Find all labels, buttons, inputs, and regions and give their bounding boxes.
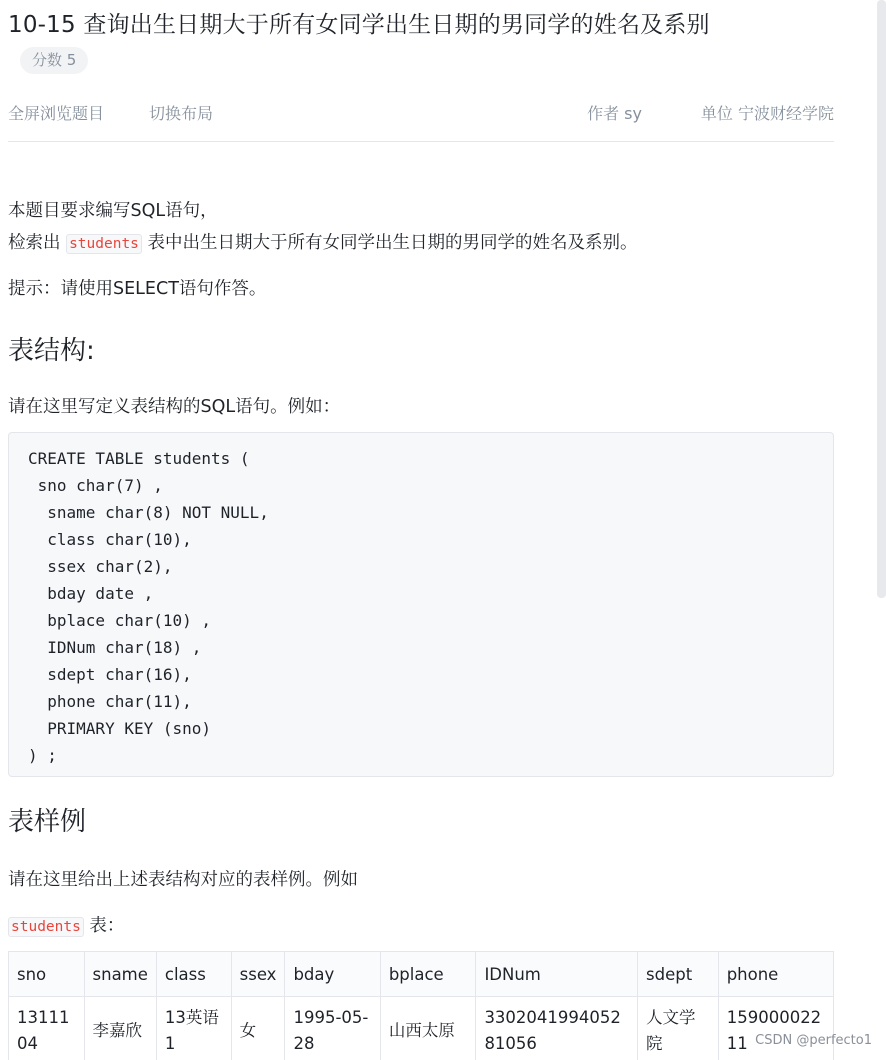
- hint-text: 提示：请使用SELECT语句作答。: [8, 279, 267, 299]
- code-line: sno char(7) ,: [28, 476, 163, 495]
- sample-heading: 表样例: [8, 807, 87, 837]
- sample-table-wrapper: [8, 951, 834, 1060]
- column-header-sdept: sdept: [638, 952, 719, 997]
- column-header-bplace: bplace: [380, 952, 476, 997]
- column-header-sname: sname: [84, 952, 156, 997]
- switch-layout-button[interactable]: 切换布局: [149, 104, 214, 123]
- cell-sdept: 人文学院: [638, 997, 719, 1060]
- problem-toolbar: [8, 98, 834, 142]
- page-scrollbar[interactable]: [877, 0, 886, 598]
- description-suffix: 表中出生日期大于所有女同学出生日期的男同学的姓名及系别。: [147, 233, 638, 253]
- code-line: phone char(11),: [28, 692, 192, 711]
- column-header-phone: phone: [718, 952, 833, 997]
- fullscreen-button[interactable]: 全屏浏览题目: [8, 104, 105, 123]
- code-line: IDNum char(18) ,: [28, 638, 202, 657]
- cell-ssex: 女: [231, 997, 285, 1060]
- description-prefix: 检索出: [8, 233, 61, 253]
- csdn-watermark: CSDN @perfecto1: [755, 1033, 872, 1048]
- code-line: class char(10),: [28, 530, 192, 549]
- column-header-sno: sno: [9, 952, 85, 997]
- schema-code-block: [8, 432, 834, 777]
- cell-idnum: 330204199405281056: [476, 997, 638, 1060]
- sample-table-suffix: 表：: [89, 916, 125, 936]
- table-header-row: [9, 952, 834, 997]
- problem-page: [8, 0, 834, 1060]
- sample-table: [8, 951, 834, 1060]
- author-label: 作者 sy: [587, 104, 642, 123]
- cell-phone: 15900002211: [718, 997, 833, 1060]
- unit-label: 单位 宁波财经学院: [700, 104, 834, 123]
- score-badge: 分数 5: [20, 47, 88, 74]
- code-line: bplace char(10) ,: [28, 611, 212, 630]
- schema-intro: 请在这里写定义表结构的SQL语句。例如：: [8, 397, 341, 417]
- cell-class: 13英语1: [156, 997, 231, 1060]
- column-header-idnum: IDNum: [476, 952, 638, 997]
- description-line-2: [8, 229, 638, 254]
- schema-heading: 表结构:: [8, 336, 95, 366]
- sample-intro: 请在这里给出上述表结构对应的表样例。例如: [8, 870, 358, 890]
- cell-bplace: 山西太原: [380, 997, 476, 1060]
- code-line: ) ;: [28, 746, 57, 765]
- column-header-class: class: [156, 952, 231, 997]
- column-header-bday: bday: [285, 952, 380, 997]
- code-line: bday date ,: [28, 584, 154, 603]
- inline-code-students: students: [8, 917, 84, 937]
- code-line: sdept char(16),: [28, 665, 192, 684]
- code-line: CREATE TABLE students (: [28, 449, 250, 468]
- table-row: [9, 997, 834, 1060]
- inline-code-students: students: [66, 234, 142, 254]
- code-line: PRIMARY KEY (sno): [28, 719, 212, 738]
- cell-sno: 1311104: [9, 997, 85, 1060]
- cell-bday: 1995-05-28: [285, 997, 380, 1060]
- description-line-1: 本题目要求编写SQL语句，: [8, 201, 218, 221]
- code-line: ssex char(2),: [28, 557, 173, 576]
- code-line: sname char(8) NOT NULL,: [28, 503, 269, 522]
- sample-table-caption: [8, 912, 124, 937]
- column-header-ssex: ssex: [231, 952, 285, 997]
- cell-sname: 李嘉欣: [84, 997, 156, 1060]
- problem-title: 10-15 查询出生日期大于所有女同学出生日期的男同学的姓名及系别: [8, 12, 710, 38]
